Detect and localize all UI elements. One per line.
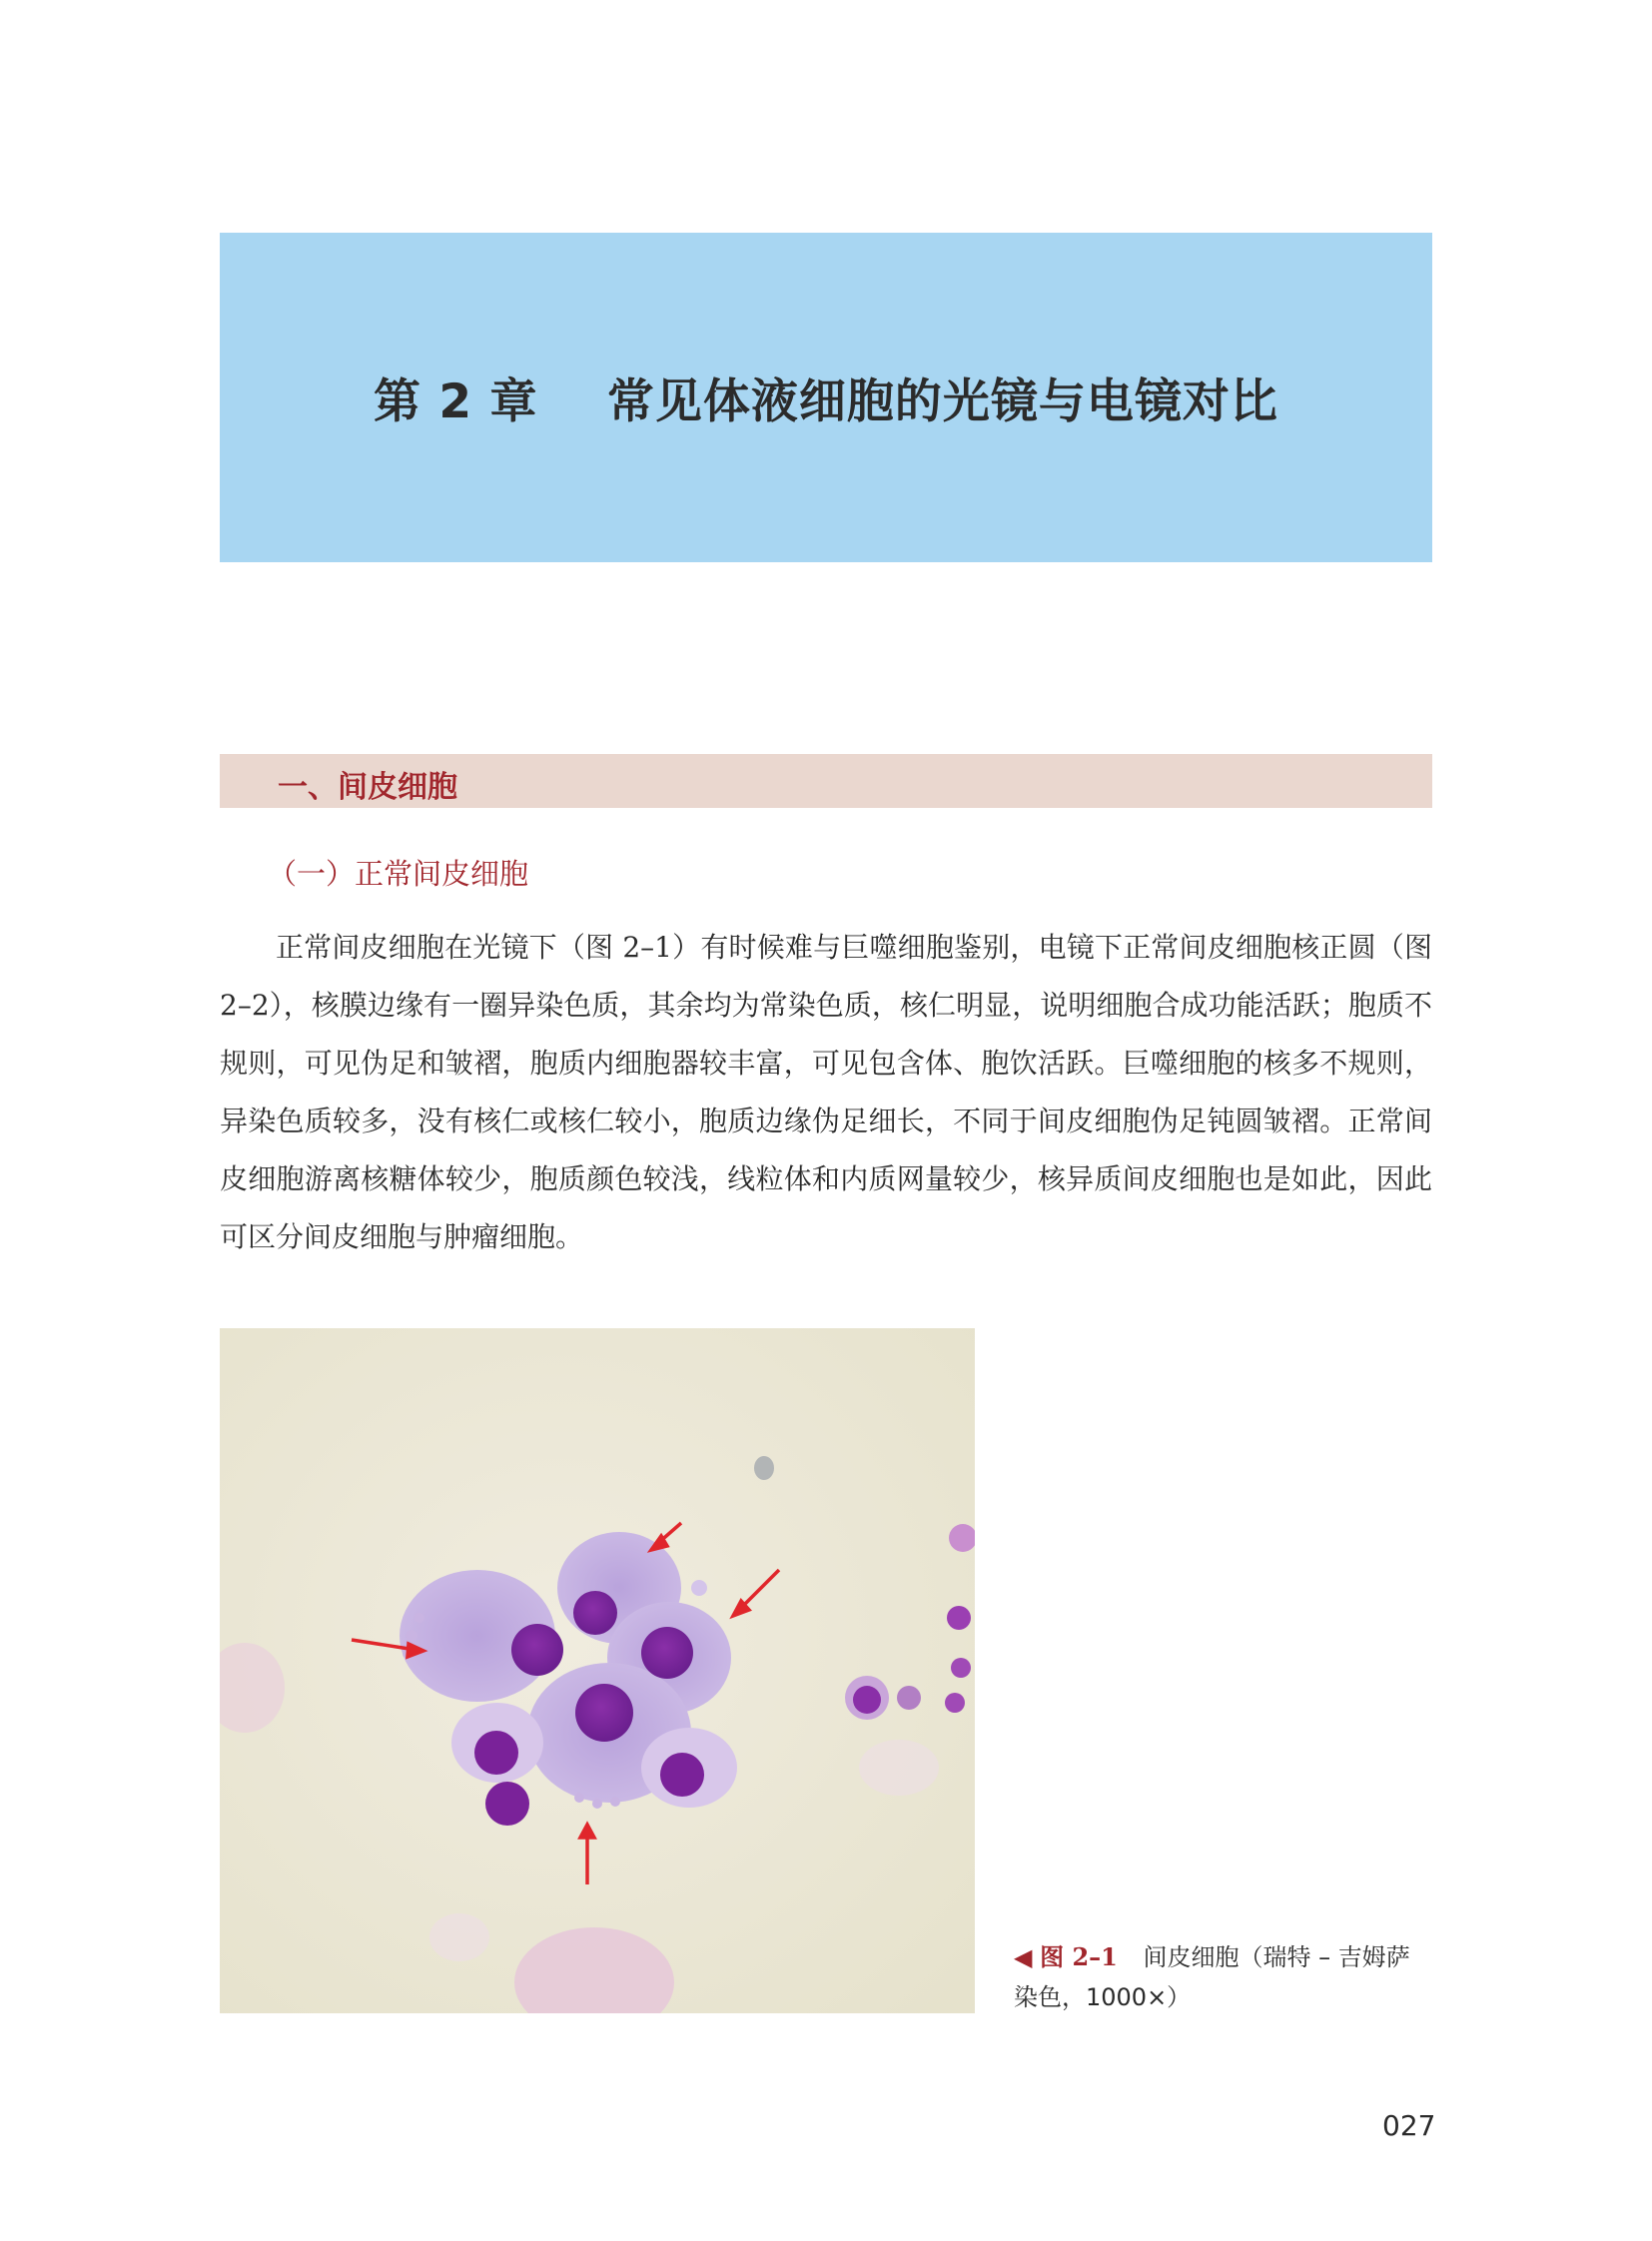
figure-caption-text: 间皮细胞（瑞特 – 吉姆萨染色，1000×） xyxy=(1014,1943,1410,2011)
figure-label: 图 2–1 xyxy=(1040,1942,1118,1971)
chapter-banner xyxy=(220,233,1432,562)
body-paragraph: 正常间皮细胞在光镜下（图 2–1）有时候难与巨噬细胞鉴别，电镜下正常间皮细胞核正圆（图 2–2），核膜边缘有一圈异染色质，其余均为常染色质，核仁明显，说明细胞合成功能活跃；胞质不规则，可见伪足和皱褶，胞质内细胞器较丰富，可见包含体、胞饮活跃。巨噬细胞的核多不规则，异染色质较多，没有核仁或核仁较小，胞质边缘伪足细长，不同于间皮细胞伪足钝圆皱褶。正常间皮细胞游离核糖体较少，胞质颜色较浅，线粒体和内质网量较少，核异质间皮细胞也是如此，因此可区分间皮细胞与肿瘤细胞。 xyxy=(220,931,1432,1253)
section-title: 一、间皮细胞 xyxy=(278,770,457,805)
caption-marker-icon: ◀ xyxy=(1014,1943,1033,1971)
figure-caption xyxy=(1014,1937,1433,2017)
subsection-title: （一）正常间皮细胞 xyxy=(268,857,529,891)
micrograph-image xyxy=(220,1328,975,2013)
chapter-title: 第 2 章 常见体液细胞的光镜与电镜对比 xyxy=(374,374,1278,429)
page-number: 027 xyxy=(1382,2109,1436,2142)
section-heading-bar xyxy=(220,754,1432,808)
micrograph-figure xyxy=(220,1328,975,2013)
